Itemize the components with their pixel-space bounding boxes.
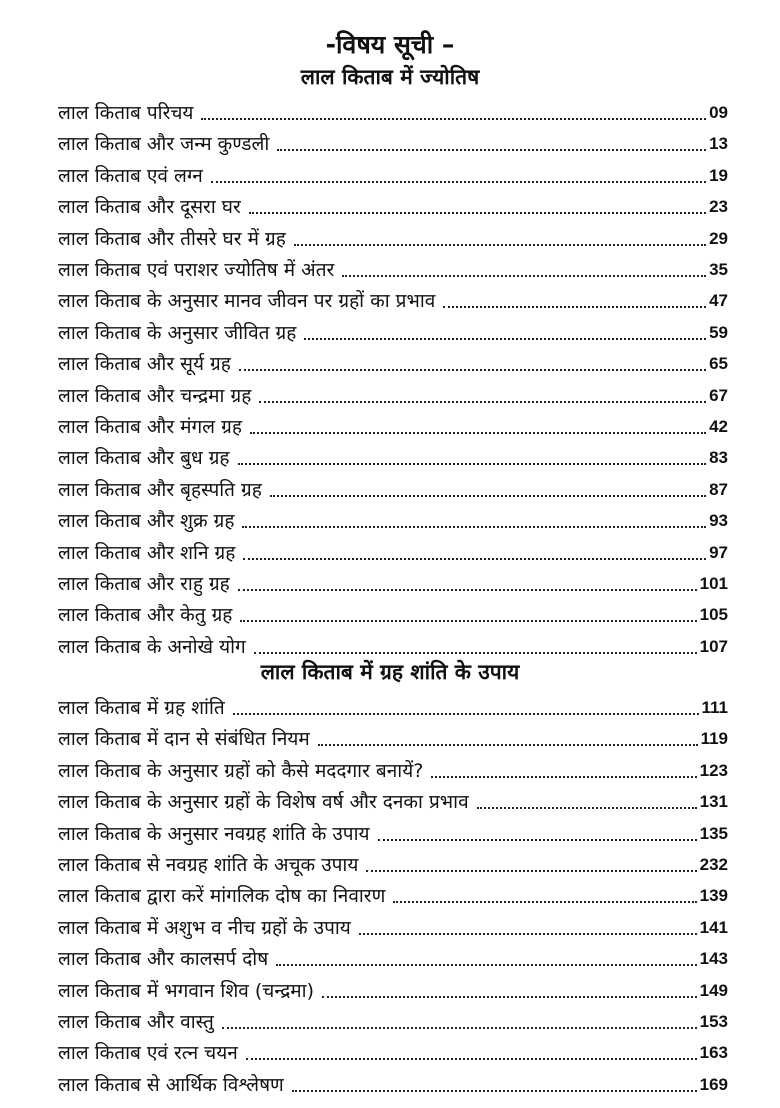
toc-entry — [58, 1067, 728, 1097]
toc-entry-title: लाल किताब के अनुसार ग्रहों के विशेष वर्ष और दनका प्रभाव — [58, 791, 469, 814]
dot-leader — [222, 1027, 697, 1029]
dot-leader — [443, 306, 706, 308]
dot-leader — [240, 620, 696, 622]
dot-leader — [318, 744, 698, 746]
toc-entry-title: लाल किताब और सूर्य ग्रह — [58, 353, 231, 376]
toc-entry — [58, 95, 728, 125]
toc-entry-title: लाल किताब से नवग्रह शांति के अचूक उपाय — [58, 854, 359, 876]
toc-entry — [58, 690, 728, 720]
toc-entry — [58, 472, 728, 502]
toc-entry-page: 47 — [709, 291, 728, 311]
toc-entry-page: 09 — [709, 103, 728, 122]
dot-leader — [201, 118, 706, 120]
toc-entry-page: 59 — [709, 322, 728, 342]
toc-entry-title: लाल किताब में ग्रह शांति — [58, 697, 225, 719]
toc-entry — [58, 126, 728, 156]
dot-leader — [250, 432, 706, 434]
toc-entry-title: लाल किताब के अनुसार जीवित ग्रह — [58, 321, 297, 344]
dot-leader — [233, 713, 699, 715]
toc-entry-title: लाल किताब एवं लग्न — [58, 164, 203, 187]
toc-entry-title: लाल किताब और शुक्र ग्रह — [58, 510, 235, 533]
dot-leader — [270, 495, 706, 497]
toc-entry-title: लाल किताब में अशुभ व नीच ग्रहों के उपाय — [58, 916, 351, 939]
toc-entry-page: 163 — [699, 1043, 728, 1063]
dot-leader — [276, 964, 696, 966]
toc-entry-title: लाल किताब और तीसरे घर में ग्रह — [58, 227, 286, 250]
toc-entry-title: लाल किताब एवं रत्न चयन — [58, 1042, 238, 1065]
toc-entry-title: लाल किताब के अनुसार मानव जीवन पर ग्रहों का प्रभाव — [58, 290, 436, 313]
toc-entry — [58, 409, 728, 439]
toc-entry-title: लाल किताब और केतु ग्रह — [58, 604, 233, 627]
toc-entry-title: लाल किताब और बृहस्पति ग्रह — [58, 478, 262, 501]
toc-entry-page: 13 — [709, 134, 728, 154]
toc-entry — [58, 283, 728, 313]
toc-entry-page: 141 — [699, 917, 728, 937]
toc-entry-page: 105 — [699, 605, 728, 625]
toc-entry-title: लाल किताब के अनुसार नवग्रह शांति के उपाय — [58, 822, 370, 845]
toc-entry-page: 93 — [709, 511, 728, 531]
dot-leader — [238, 463, 707, 465]
dot-leader — [238, 589, 697, 591]
toc-entry-page: 123 — [699, 760, 728, 780]
toc-entry-page: 153 — [699, 1012, 728, 1031]
toc-entry-page: 111 — [701, 698, 728, 717]
toc-entry-page: 131 — [699, 792, 728, 812]
dot-leader — [239, 369, 706, 371]
toc-entry-page: 101 — [699, 574, 728, 593]
dot-leader — [211, 181, 706, 183]
dot-leader — [431, 776, 696, 778]
dot-leader — [304, 338, 706, 340]
section-heading: लाल किताब में ग्रह शांति के उपाय — [260, 660, 520, 684]
dot-leader — [378, 839, 697, 841]
toc-entry-page: 42 — [709, 417, 728, 436]
toc-entry — [58, 721, 728, 751]
toc-entry-page: 107 — [699, 636, 728, 656]
toc-entry-page: 23 — [709, 197, 728, 217]
toc-entry-title: लाल किताब के अनुसार ग्रहों को कैसे मददगार बनायें? — [58, 759, 424, 782]
toc-entry-title: लाल किताब में भगवान शिव (चन्द्रमा) — [58, 979, 314, 1002]
toc-entry — [58, 1035, 728, 1065]
section-heading: लाल किताब में ज्योतिष — [300, 65, 480, 89]
toc-entry-page: 35 — [709, 260, 728, 279]
toc-entry-page: 169 — [699, 1074, 728, 1094]
toc-entry-page: 143 — [699, 949, 728, 969]
toc-entry-title: लाल किताब और दूसरा घर — [58, 196, 241, 219]
toc-entry — [58, 346, 728, 376]
toc-entry — [58, 189, 728, 219]
toc-entry — [58, 440, 728, 470]
toc-entry-page: 87 — [709, 479, 728, 499]
toc-entry-title: लाल किताब और कालसर्प दोष — [58, 948, 269, 971]
toc-entry-page: 83 — [709, 448, 728, 468]
toc-entry — [58, 878, 728, 908]
toc-entry-title: लाल किताब द्वारा करें मांगलिक दोष का निवारण — [58, 885, 386, 908]
dot-leader — [246, 1058, 697, 1060]
toc-entry — [58, 597, 728, 627]
toc-entry-title: लाल किताब और चन्द्रमा ग्रह — [58, 384, 252, 407]
dot-leader — [342, 275, 706, 277]
dot-leader — [243, 558, 706, 560]
dot-leader — [254, 652, 697, 654]
toc-entry-title: लाल किताब और वास्तु — [58, 1011, 214, 1033]
toc-entry — [58, 378, 728, 408]
toc-entry — [58, 816, 728, 846]
toc-entry-page: 65 — [709, 354, 728, 374]
toc-entry — [58, 221, 728, 251]
dot-leader — [322, 996, 697, 998]
dot-leader — [249, 212, 706, 214]
toc-entry-title: लाल किताब और जन्म कुण्डली — [58, 133, 270, 156]
toc-entry-page: 149 — [699, 980, 728, 1000]
toc-entry-page: 119 — [700, 729, 728, 749]
dot-leader — [292, 1090, 697, 1092]
dot-leader — [366, 870, 696, 872]
toc-entry-title: लाल किताब और बुध ग्रह — [58, 447, 230, 470]
toc-entry — [58, 910, 728, 940]
dot-leader — [393, 901, 696, 903]
toc-entry-title: लाल किताब और मंगल ग्रह — [58, 416, 242, 438]
dot-leader — [359, 933, 697, 935]
toc-entry-page: 67 — [709, 385, 728, 405]
toc-entry-title: लाल किताब एवं पराशर ज्योतिष में अंतर — [58, 259, 335, 281]
toc-entry-title: लाल किताब के अनोखे योग — [58, 635, 246, 658]
toc-entry — [58, 252, 728, 282]
toc-entry-page: 135 — [699, 823, 728, 843]
toc-entry — [58, 1004, 728, 1034]
toc-entry-page: 97 — [709, 542, 728, 562]
toc-entry — [58, 503, 728, 533]
dot-leader — [277, 149, 706, 151]
toc-entry — [58, 784, 728, 814]
dot-leader — [477, 807, 697, 809]
toc-entry-page: 19 — [709, 165, 728, 185]
dot-leader — [294, 244, 706, 246]
toc-entry — [58, 753, 728, 783]
toc-entry-title: लाल किताब और राहु ग्रह — [58, 573, 230, 595]
toc-entry — [58, 158, 728, 188]
toc-entry-title: लाल किताब परिचय — [58, 102, 194, 124]
toc-entry-title: लाल किताब में दान से संबंधित नियम — [58, 728, 310, 751]
toc-entry-page: 139 — [699, 886, 728, 906]
page-title: -विषय सूची – — [325, 30, 455, 59]
toc-entry-title: लाल किताब से आर्थिक विश्लेषण — [58, 1073, 284, 1096]
dot-leader — [242, 526, 706, 528]
toc-entry — [58, 629, 728, 659]
toc-entry — [58, 973, 728, 1003]
toc-entry — [58, 315, 728, 345]
toc-entry-page: 29 — [709, 228, 728, 248]
dot-leader — [259, 401, 706, 403]
toc-entry — [58, 535, 728, 565]
toc-entry — [58, 566, 728, 596]
toc-entry-page: 232 — [699, 855, 728, 874]
toc-entry — [58, 847, 728, 877]
toc-entry-title: लाल किताब और शनि ग्रह — [58, 541, 236, 564]
toc-entry — [58, 941, 728, 971]
